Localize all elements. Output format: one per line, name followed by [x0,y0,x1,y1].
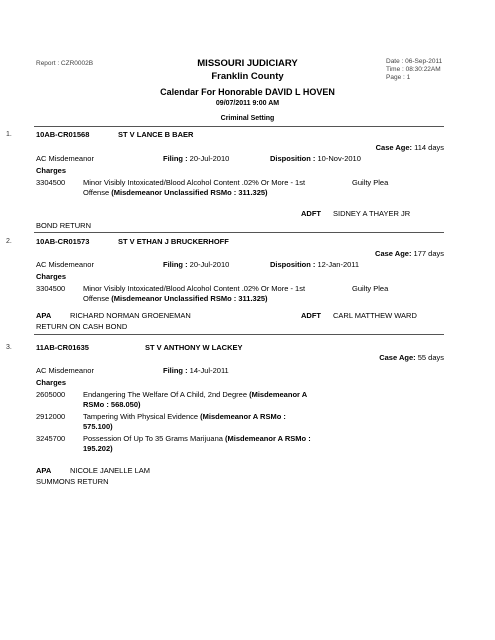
charge-statute: (Misdemeanor Unclassified RSMo : 311.325) [111,294,268,303]
filing-label: Filing : [163,260,188,269]
case-age [340,353,444,362]
case-note: SUMMONS RETURN [36,477,109,486]
case-age-value: 114 days [414,143,444,152]
case-note: RETURN ON CASH BOND [36,322,128,331]
party-role: APA [36,466,52,475]
disposition-label: Disposition : [270,154,316,163]
case-age [340,143,444,152]
charge-code: 3245700 [36,434,66,443]
case-age-value: 177 days [413,249,444,258]
charges-heading: Charges [36,272,67,281]
charge-code: 2912000 [36,412,66,421]
case-note: BOND RETURN [36,221,92,230]
charge-code: 3304500 [36,284,66,293]
calendar-title: Calendar For Honorable DAVID L HOVEN [160,87,335,97]
filing-date [163,154,229,163]
charge-statute: (Misdemeanor A RSMo : 195.202) [83,434,311,453]
attorney-role: ADFT [301,311,321,320]
charges-heading: Charges [36,378,67,387]
header-divider [34,126,444,127]
disposition-value: 10-Nov-2010 [317,154,361,163]
disposition-date [270,154,361,163]
case-age [340,249,444,258]
charge-desc-text: Minor Visibly Intoxicated/Blood Alcohol Content .02% Or More - 1st Offense [83,284,306,303]
charge-statute: (Misdemeanor A RSMo : 575.100) [83,412,286,431]
case-style: ST V ETHAN J BRUCKERHOFF [118,237,229,246]
county-name: Franklin County [211,71,284,82]
charge-description [83,434,328,454]
case-type: AC Misdemeanor [36,154,94,163]
charge-statute: (Misdemeanor Unclassified RSMo : 311.325) [111,188,268,197]
report-id: Report : CZR0002B [36,60,94,67]
disposition-date [270,260,359,269]
attorney-name: CARL MATTHEW WARD [333,311,417,320]
session-datetime: 09/07/2011 9:00 AM [215,100,280,107]
case-style: ST V LANCE B BAER [118,130,194,139]
charge-description [83,284,323,304]
case-age-label: Case Age: [379,353,416,362]
charge-description [83,178,323,198]
case-number-index: 3. [6,344,12,351]
charge-desc-text: Endangering The Welfare Of A Child, 2nd Degree [83,390,247,399]
attorney-name: SIDNEY A THAYER JR [333,209,411,218]
case-number-index: 1. [6,131,12,138]
setting-type: Criminal Setting [220,115,275,122]
charge-description [83,390,323,410]
filing-value: 14-Jul-2011 [189,366,229,375]
case-age-label: Case Age: [375,143,413,152]
party-role: APA [36,311,52,320]
court-name: MISSOURI JUDICIARY [197,58,298,69]
charge-desc-text: Possession Of Up To 35 Grams Marijuana [83,434,223,443]
case-type: AC Misdemeanor [36,260,94,269]
disposition-value: 12-Jan-2011 [317,260,360,269]
case-divider [34,232,444,233]
case-divider [34,334,444,335]
charge-code: 2605000 [36,390,66,399]
filing-value: 20-Jul-2010 [189,154,230,163]
charge-desc-text: Tampering With Physical Evidence [83,412,199,421]
case-style: ST V ANTHONY W LACKEY [145,343,243,352]
party-name: NICOLE JANELLE LAM [70,466,151,475]
filing-date [163,366,229,375]
charge-code: 3304500 [36,178,66,187]
case-type: AC Misdemeanor [36,366,94,375]
case-age-label: Case Age: [375,249,412,258]
charge-plea: Guilty Plea [352,178,389,187]
page-number: Page : 1 [386,74,411,81]
case-number-index: 2. [6,238,12,245]
case-age-value: 55 days [417,353,444,362]
charge-description [83,412,303,432]
filing-value: 20-Jul-2010 [189,260,230,269]
charges-heading: Charges [36,166,67,175]
charge-statute: (Misdemeanor A RSMo : 568.050) [83,390,307,409]
disposition-label: Disposition : [270,260,316,269]
filing-label: Filing : [163,366,188,375]
charge-desc-text: Minor Visibly Intoxicated/Blood Alcohol Content .02% Or More - 1st Offense [83,178,306,197]
attorney-role: ADFT [301,209,321,218]
party-name: RICHARD NORMAN GROENEMAN [70,311,191,320]
filing-date [163,260,229,269]
report-time: Time : 08:30:22AM [386,66,441,73]
report-date: Date : 06-Sep-2011 [386,58,443,65]
charge-plea: Guilty Plea [352,284,389,293]
case-number: 10AB-CR01573 [36,237,90,246]
filing-label: Filing : [163,154,188,163]
case-number: 10AB-CR01568 [36,130,90,139]
case-number: 11AB-CR01635 [36,343,89,352]
